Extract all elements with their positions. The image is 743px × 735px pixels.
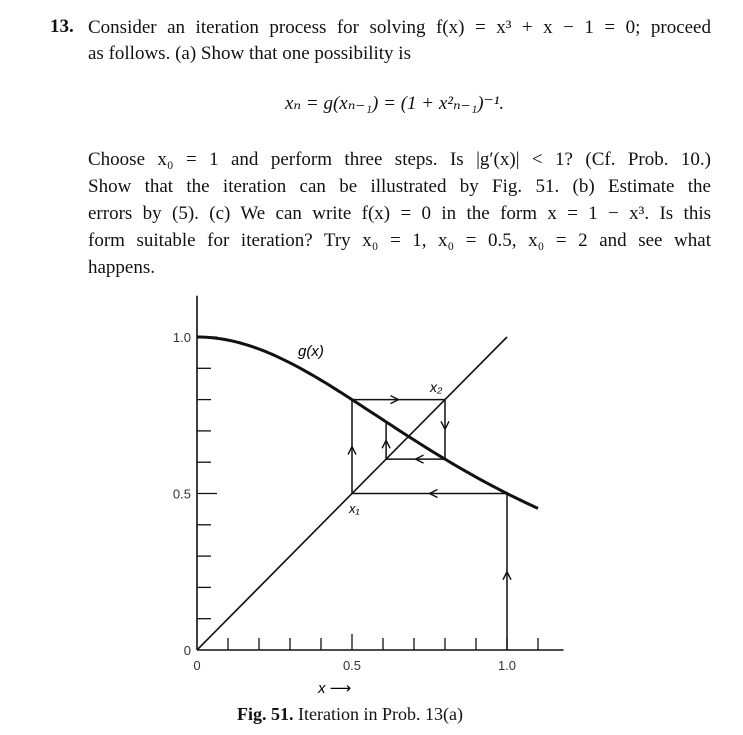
- problem-text-line: errors by (5). (c) We can write f(x) = 0 in the form x = 1 − x³. Is this: [88, 203, 711, 224]
- y-tick-label: 0: [183, 643, 191, 658]
- problem-text-line: Consider an iteration process for solving f(x) = x³ + x − 1 = 0; proceed: [88, 17, 711, 38]
- problem-text-line: as follows. (a) Show that one possibility is: [88, 43, 411, 64]
- x2-label: x₂: [430, 379, 443, 395]
- problem-text-line: happens.: [88, 257, 156, 278]
- caption-text: Iteration in Prob. 13(a): [298, 704, 463, 724]
- x1-label: x₁: [349, 501, 360, 516]
- figure-caption: [237, 704, 463, 725]
- problem-text-line: form suitable for iteration? Try x₀ = 1, x₀ = 0.5, x₀ = 2 and see what: [88, 230, 711, 251]
- x-axis-label: x ⟶: [318, 680, 352, 697]
- y-tick-label: 0.5: [172, 486, 191, 502]
- x-tick-label: 0.5: [342, 658, 362, 673]
- problem-text-line: Choose x₀ = 1 and perform three steps. Is |g′(x)| < 1? (Cf. Prob. 10.): [88, 149, 711, 170]
- problem-number: 13.: [50, 16, 74, 37]
- problem-text-line: Show that the iteration can be illustrated by Fig. 51. (b) Estimate the: [88, 176, 711, 197]
- iteration-formula: xₙ = g(xₙ₋₁) = (1 + x²ₙ₋₁)⁻¹.: [285, 93, 505, 114]
- y-tick-label: 1.0: [172, 330, 191, 345]
- caption-label: Fig. 51.: [237, 704, 294, 724]
- x-tick-label: 1.0: [497, 658, 517, 673]
- curve-label: g(x): [298, 343, 324, 360]
- g-curve: [197, 337, 538, 508]
- x-tick-label: 0: [193, 658, 201, 673]
